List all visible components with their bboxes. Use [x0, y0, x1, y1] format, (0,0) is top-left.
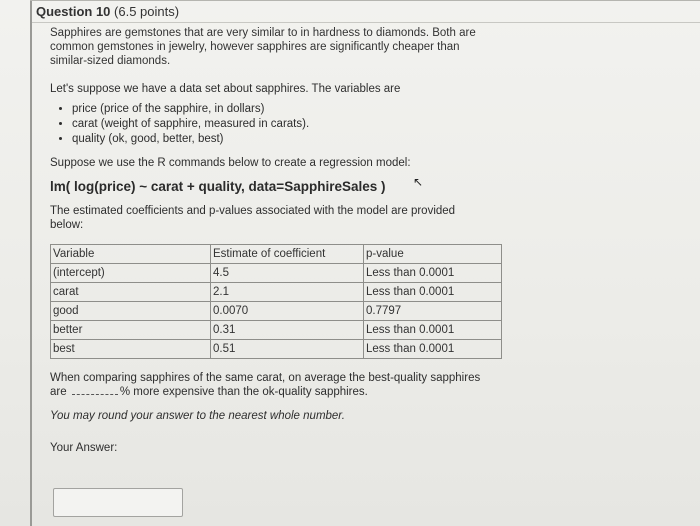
- cell-pvalue: 0.7797: [364, 302, 502, 321]
- prompt-line-2-pre: are: [50, 386, 67, 398]
- top-border: [30, 0, 700, 1]
- intro-line: common gemstones in jewelry, however sapphires are significantly cheaper than: [50, 41, 460, 53]
- intro-paragraph: [50, 26, 510, 68]
- cell-variable: good: [51, 302, 211, 321]
- cell-variable: carat: [51, 283, 211, 302]
- r-command: lm( log(price) ~ carat + quality, data=SapphireSales ): [50, 179, 386, 194]
- cell-pvalue: Less than 0.0001: [364, 283, 502, 302]
- cell-estimate: 0.51: [211, 340, 364, 359]
- table-row: [51, 302, 502, 321]
- question-title: Question 10: [36, 4, 111, 19]
- suppose-text: Let's suppose we have a data set about sapphires. The variables are: [50, 83, 401, 95]
- coefficients-table: [50, 244, 502, 359]
- cell-estimate: 2.1: [211, 283, 364, 302]
- cell-estimate: 0.0070: [211, 302, 364, 321]
- question-body: [50, 26, 510, 455]
- coef-lead-line: below:: [50, 219, 84, 231]
- question-header: [36, 4, 179, 19]
- question-points: (6.5 points): [114, 4, 180, 19]
- table-row: [51, 283, 502, 302]
- intro-line: similar-sized diamonds.: [50, 55, 171, 67]
- answer-label: Your Answer:: [50, 442, 118, 454]
- prompt-line-2-post: % more expensive than the ok-quality sapphires.: [119, 386, 368, 398]
- question-prompt: [50, 371, 510, 399]
- header-variable: Variable: [51, 245, 211, 264]
- cell-variable: better: [51, 321, 211, 340]
- answer-input[interactable]: [53, 488, 183, 517]
- cell-pvalue: Less than 0.0001: [364, 321, 502, 340]
- variable-item-quality: • quality (ok, good, better, best): [72, 132, 510, 146]
- header-pvalue: p-value: [364, 245, 502, 264]
- table-header-row: [51, 245, 502, 264]
- fill-in-blank: [72, 385, 118, 395]
- cell-estimate: 0.31: [211, 321, 364, 340]
- cell-variable: best: [51, 340, 211, 359]
- table-row: [51, 321, 502, 340]
- left-border: [30, 0, 32, 526]
- mouse-cursor-icon: ↖: [413, 175, 424, 189]
- cell-variable: (intercept): [51, 264, 211, 283]
- variable-item-carat: • carat (weight of sapphire, measured in carats).: [72, 117, 510, 131]
- table-row: [51, 340, 502, 359]
- coefficients-lead: [50, 204, 480, 232]
- prompt-line-1: When comparing sapphires of the same carat, on average the best-quality sapphires: [50, 372, 481, 384]
- cell-pvalue: Less than 0.0001: [364, 264, 502, 283]
- r-command-lead: Suppose we use the R commands below to create a regression model:: [50, 157, 411, 169]
- intro-line: Sapphires are gemstones that are very similar to in hardness to diamonds. Both are: [50, 27, 476, 39]
- coef-lead-line: The estimated coefficients and p-values associated with the model are provided: [50, 205, 456, 217]
- cell-pvalue: Less than 0.0001: [364, 340, 502, 359]
- cell-estimate: 4.5: [211, 264, 364, 283]
- header-divider: [32, 22, 700, 23]
- rounding-note: You may round your answer to the nearest whole number.: [50, 410, 345, 422]
- header-estimate: Estimate of coefficient: [211, 245, 364, 264]
- variable-item-price: • price (price of the sapphire, in dollars): [72, 102, 510, 116]
- variable-list: [50, 102, 510, 146]
- table-row: [51, 264, 502, 283]
